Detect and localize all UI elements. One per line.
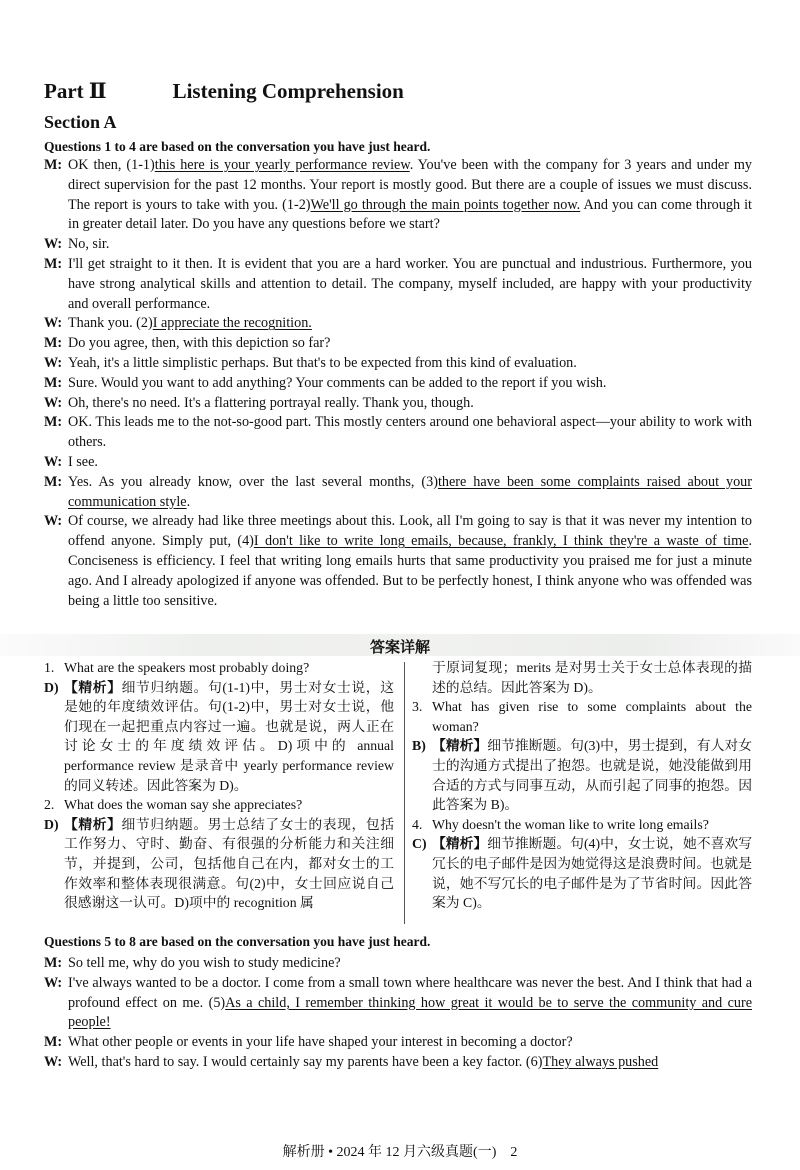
page-footer: 解析册 • 2024 年 12 月六级真题(一) 2	[282, 1145, 518, 1160]
question-number: 2.	[44, 797, 55, 813]
speaker-label: M:	[44, 255, 63, 272]
conversation-1-transcript	[44, 156, 752, 611]
speaker-label: M:	[44, 157, 63, 173]
question-text: Why doesn't the woman like to write long emails?	[432, 816, 709, 832]
dialogue-line	[44, 354, 752, 374]
underlined-key-phrase: this here is your yearly performance review	[154, 157, 410, 173]
explanation-continued	[412, 658, 752, 697]
section-title: Section A	[44, 112, 117, 132]
column-divider	[404, 662, 405, 924]
question-number: 4.	[412, 816, 423, 832]
conversation-2-heading: Questions 5 to 8 are based on the conversation you have just heard.	[44, 934, 431, 949]
part-title: Listening Comprehension	[172, 79, 404, 103]
transcript-text: What other people or events in your life have shaped your interest in becoming a doctor?	[68, 1034, 573, 1051]
answer-letter: D)	[44, 816, 59, 832]
answer-explanation	[44, 815, 394, 913]
dialogue-line	[44, 473, 752, 513]
transcript-text: OK then, (1-1)	[68, 157, 155, 173]
part-label: Part Ⅱ	[44, 79, 107, 103]
answer-letter: C)	[412, 836, 427, 852]
answer-column-right	[412, 658, 752, 913]
transcript-text: Sure. Would you want to add anything? Your comments can be added to the report if you wish.	[68, 374, 607, 391]
transcript-text: Well, that's hard to say. I would certainly say my parents have been a key factor. (6)	[68, 1053, 543, 1070]
dialogue-line	[44, 255, 752, 314]
explanation-tag: 【精析】	[64, 816, 122, 832]
transcript-text: And you can come through it in greater detail later. Do you have any questions before we start?	[68, 196, 752, 233]
transcript-text: No, sir.	[68, 236, 110, 253]
dialogue-line	[44, 394, 752, 414]
question-number: 1.	[44, 660, 55, 675]
speaker-label: M:	[44, 1034, 63, 1051]
dialogue-line	[44, 314, 752, 334]
explanation-text: 于原词复现；merits 是对男士关于女士总体表现的描述的总结。因此答案为 D)。	[432, 660, 752, 695]
explanation-tag: 【精析】	[432, 836, 488, 852]
underlined-key-phrase: As a child, I remember thinking how great it would be to serve the community and cure people!	[68, 994, 753, 1031]
dialogue-line	[44, 235, 752, 255]
answer-column-left	[44, 658, 394, 913]
question-number: 3.	[412, 699, 423, 715]
conversation-2-transcript	[44, 954, 752, 1073]
dialogue-line	[44, 374, 752, 394]
speaker-label: W:	[44, 1053, 63, 1070]
transcript-text: Do you agree, then, with this depiction so far?	[68, 335, 331, 352]
underlined-key-phrase: I appreciate the recognition.	[152, 315, 312, 332]
question-item	[44, 658, 394, 678]
dialogue-line	[44, 954, 752, 974]
dialogue-line	[44, 413, 752, 453]
transcript-text: Of course, we already had like three meetings about this. Look, all I'm going to say is that it was never my intention to offend anyone. Simply put, (4)	[68, 513, 752, 550]
transcript-text: Oh, there's no need. It's a flattering portrayal really. Thank you, though.	[68, 394, 474, 411]
speaker-label: W:	[44, 315, 63, 332]
transcript-text: .	[186, 493, 191, 510]
speaker-label: M:	[44, 374, 63, 391]
speaker-label: W:	[44, 974, 63, 991]
speaker-label: W:	[44, 354, 63, 371]
explanation-text: 细节推断题。句(4)中，女士说，她不喜欢写冗长的电子邮件是因为她觉得这是浪费时间。也就是说，她不写冗长的电子邮件是为了节省时间。因此答案为 C)。	[432, 836, 753, 911]
dialogue-line	[44, 1033, 752, 1053]
transcript-text: So tell me, why do you wish to study medicine?	[68, 955, 341, 971]
transcript-text: I've always wanted to be a doctor. I come from a small town where healthcare was never the best. And I think that had a profound effect on me. (5)	[68, 974, 752, 1011]
speaker-label: M:	[44, 955, 63, 971]
explanation-text: 细节推断题。句(3)中，男士提到，有人对女士的沟通方式提出了抱怨。也就是说，她没能做到用合适的方式与同事互动，从而引起了同事的抱怨。因此答案为 B)。	[432, 738, 753, 813]
answer-explanation	[412, 736, 752, 814]
dialogue-line	[44, 156, 752, 235]
answer-key-title: 答案详解	[369, 640, 430, 656]
explanation-tag: 【精析】	[64, 679, 122, 695]
underlined-key-phrase: We'll go through the main points together now.	[310, 196, 581, 213]
underlined-key-phrase: there have been some complaints raised about your communication style	[68, 473, 752, 510]
answer-letter: B)	[412, 738, 426, 754]
transcript-text: Yes. As you already know, over the last several months, (3)	[68, 473, 438, 490]
answer-letter: D)	[44, 679, 59, 695]
transcript-text: Yeah, it's a little simplistic perhaps. But that's to be expected from this kind of evaluation.	[68, 354, 577, 371]
speaker-label: W:	[44, 513, 63, 530]
explanation-text: 细节归纳题。句(1-1)中，男士对女士说，这是她的年度绩效评估。句(1-2)中，男士对女士说，他们现在一起把重点内容过一遍。也就是说，两人正在讨论女士的年度绩效评估。D)项中的 annual performance review 是录音中 yearly performance review 的同义转述。因此答案为 D)。	[64, 679, 394, 793]
dialogue-line	[44, 334, 752, 354]
part-heading	[44, 78, 404, 104]
transcript-text: I see.	[68, 453, 98, 470]
transcript-text: . Conciseness is efficiency. I feel that writing long emails hurts that same productivity you praised me for just a minute ago. And I already apologized if anyone was offended. But to be perfectly honest, I think anyone who was offended was being a little too sensitive.	[68, 533, 752, 609]
question-text: What has given rise to some complaints about the woman?	[432, 699, 752, 734]
answer-explanation	[44, 678, 394, 796]
answer-explanation	[412, 834, 752, 912]
dialogue-line	[44, 453, 752, 473]
speaker-label: M:	[44, 473, 63, 490]
conversation-1-heading: Questions 1 to 4 are based on the conversation you have just heard.	[44, 139, 431, 154]
speaker-label: M:	[44, 335, 63, 352]
question-text: What are the speakers most probably doing?	[64, 660, 310, 675]
transcript-text: Thank you. (2)	[68, 315, 153, 332]
speaker-label: W:	[44, 394, 63, 411]
transcript-text: . You've been with the company for 3 years and under my direct supervision for the past 12 months. Your report is mostly good. But there are a couple of issues we must discuss. The report is yours to take with you. (1-2)	[68, 157, 753, 213]
speaker-label: W:	[44, 236, 63, 253]
dialogue-line	[44, 974, 752, 1033]
question-text: What does the woman say she appreciates?	[64, 797, 303, 813]
question-item	[412, 697, 752, 736]
speaker-label: M:	[44, 414, 63, 431]
question-item	[412, 815, 752, 835]
transcript-text: OK. This leads me to the not-so-good part. This mostly centers around one behavioral aspect—your ability to work with others.	[68, 414, 752, 451]
transcript-text: I'll get straight to it then. It is evident that you are a hard worker. You are punctual and industrious. Furthermore, you have strong analytical skills and attention to detail. The company, myself included, are happy with your productivity and overall performance.	[68, 255, 752, 312]
dialogue-line	[44, 1053, 752, 1073]
question-item	[44, 795, 394, 815]
explanation-text: 细节归纳题。男士总结了女士的表现，包括工作努力、守时、勤奋、有很强的分析能力和关注细节，并提到，公司，包括他自己在内，都对女士的工作效率和整体表现很满意。句(2)中，女士回应说自己很感谢这一认可。D)项中的 recognition 属	[64, 816, 395, 911]
dialogue-line	[44, 512, 752, 611]
underlined-key-phrase: They always pushed	[542, 1053, 659, 1070]
underlined-key-phrase: I don't like to write long emails, because, frankly, I think they're a waste of time	[253, 533, 749, 550]
explanation-tag: 【精析】	[432, 738, 488, 754]
speaker-label: W:	[44, 453, 63, 470]
